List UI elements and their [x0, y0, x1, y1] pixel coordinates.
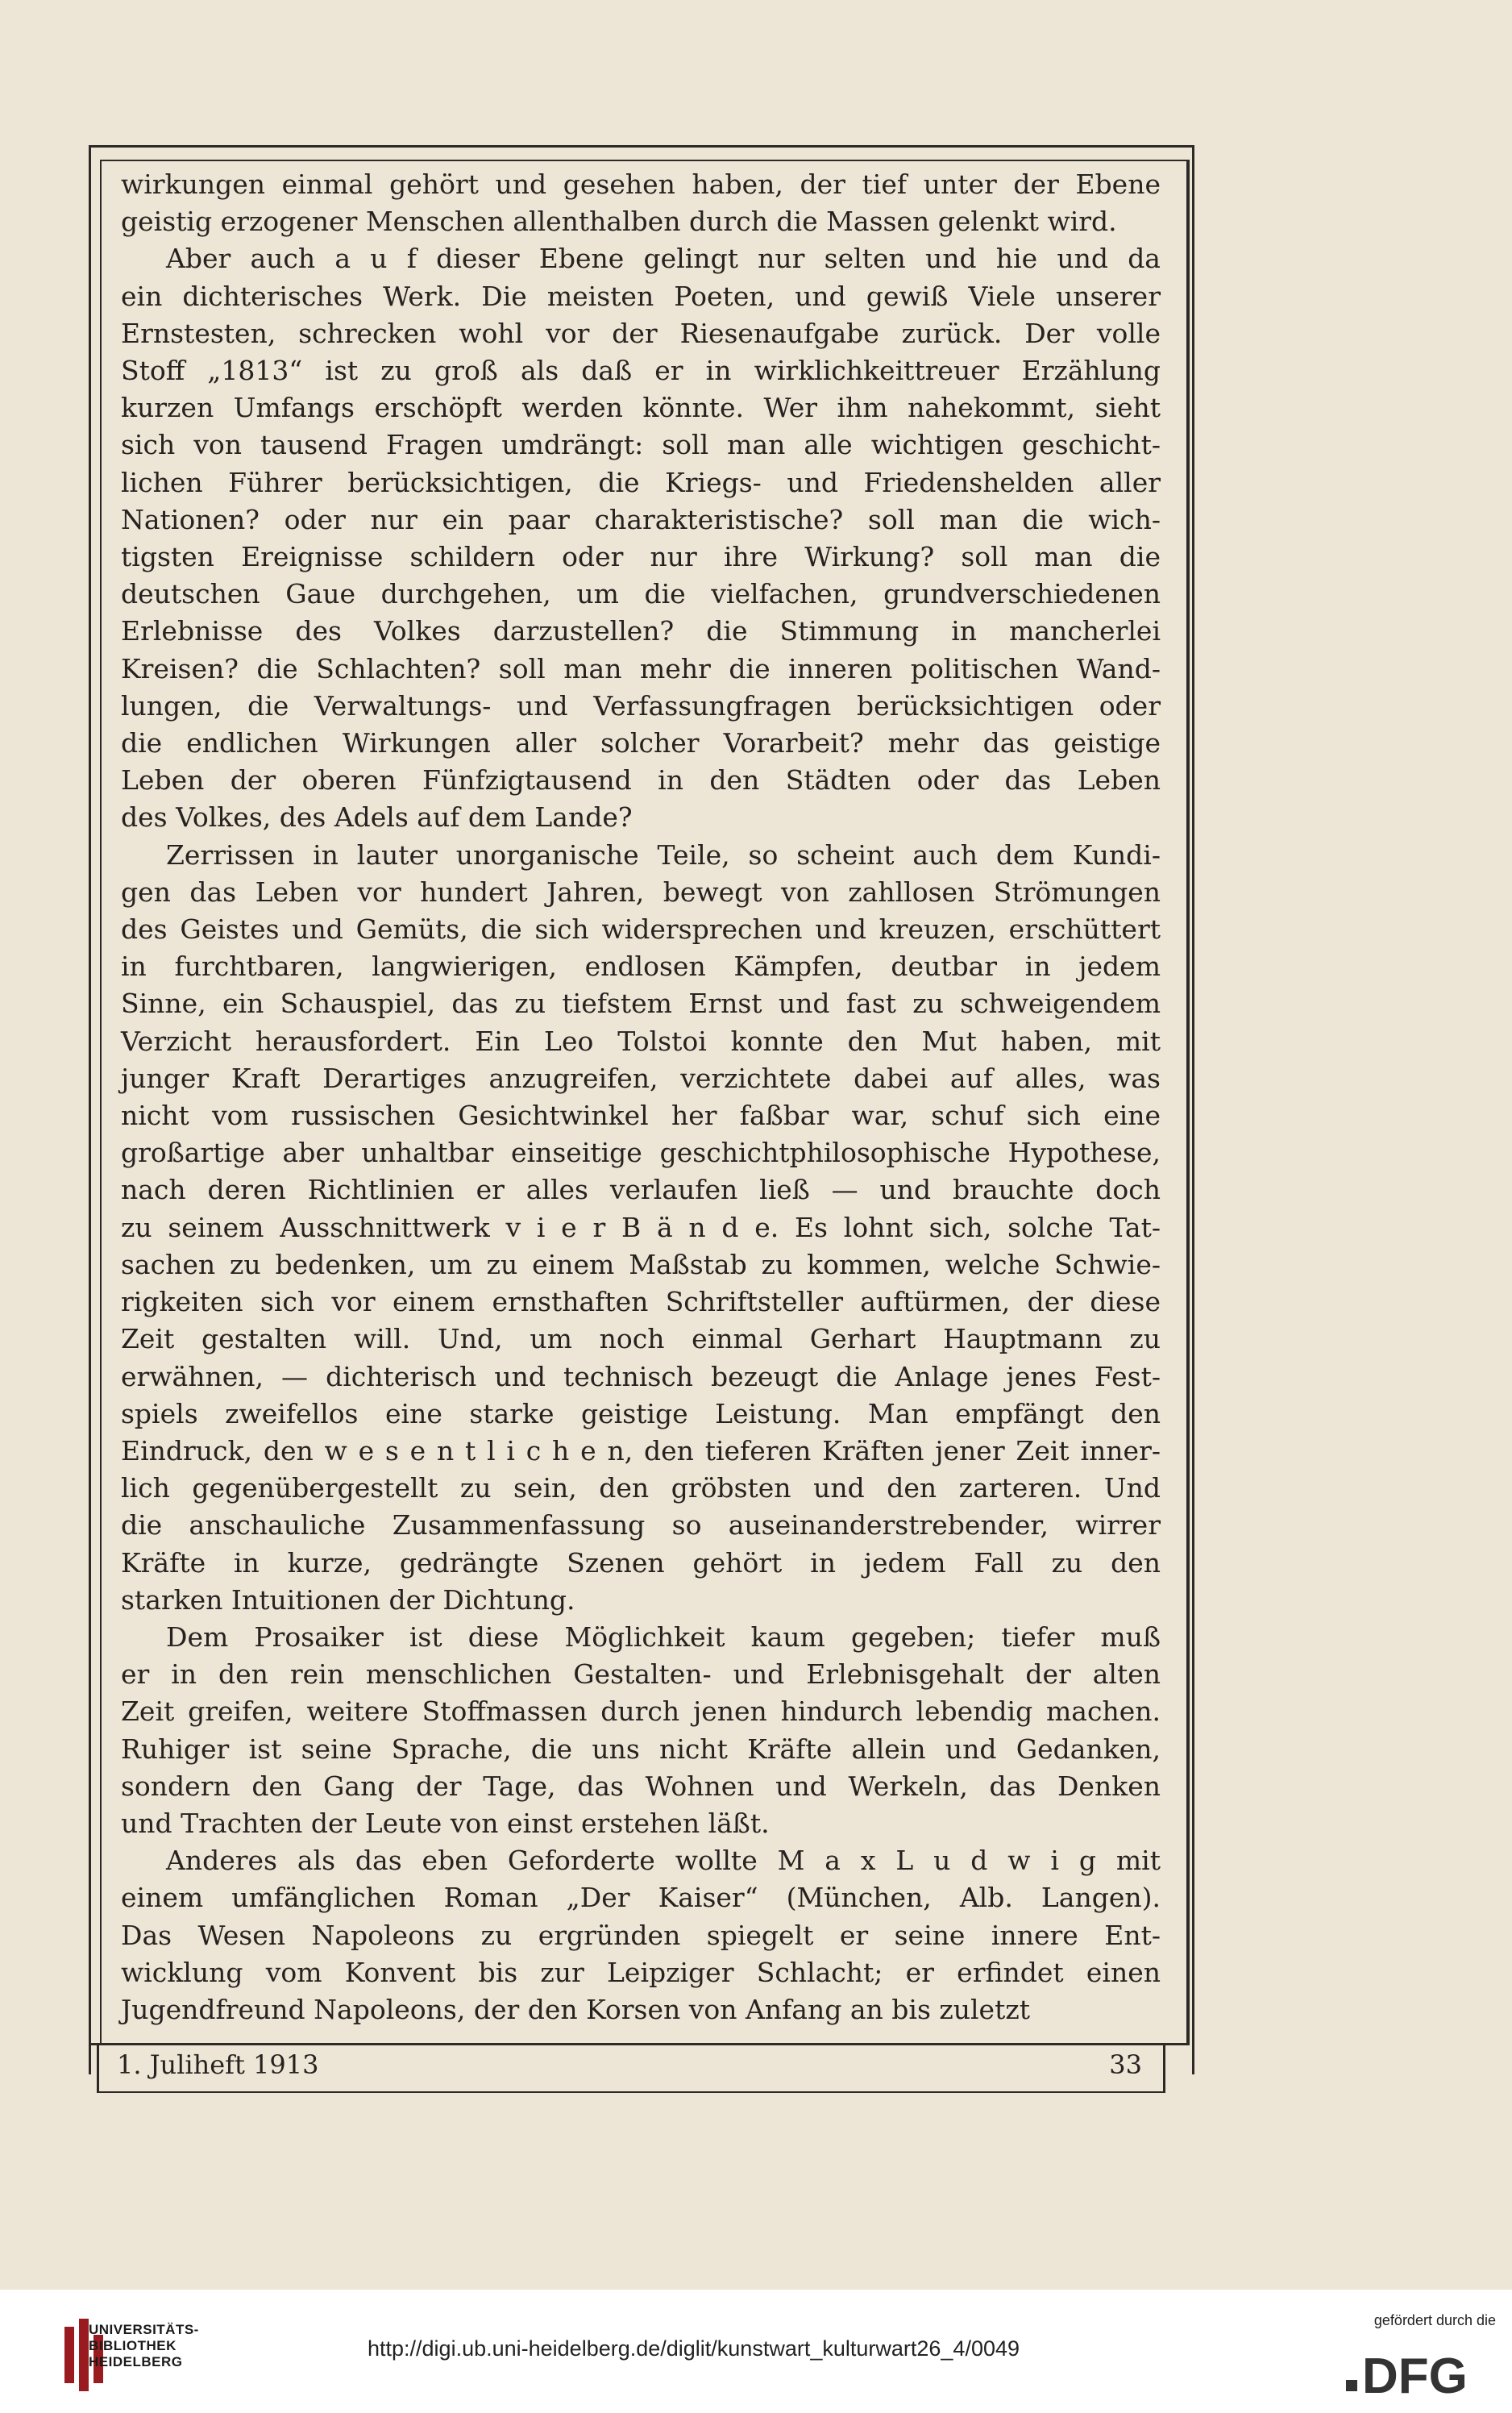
text-line: erwähnen, — dichterisch und technisch bezeugt die Anlage jenes Fest-	[121, 1360, 1161, 1392]
text-line: ein dichterisches Werk. Die meisten Poeten, und gewiß Viele unserer	[121, 280, 1161, 312]
library-name	[89, 2322, 199, 2370]
text-line: er in den rein menschlichen Gestalten- und Erlebnisgehalt der alten	[121, 1658, 1161, 1691]
paragraph	[121, 240, 1161, 836]
text-line: Das Wesen Napoleons zu ergründen spiegelt er seine innere Ent-	[121, 1919, 1161, 1951]
text-line: Ruhiger ist seine Sprache, die uns nicht Kräfte allein und Gedanken,	[121, 1733, 1161, 1765]
text-line: sachen zu bedenken, um zu einem Maßstab zu kommen, welche Schwie-	[121, 1248, 1161, 1280]
text-line: wicklung vom Konvent bis zur Leipziger Schlacht; er erfindet einen	[121, 1956, 1161, 1988]
text-line: Aber auch a u f dieser Ebene gelingt nur selten und hie und da	[166, 243, 1161, 275]
text-line: Zeit gestalten will. Und, um noch einmal Gerhart Hauptmann zu	[121, 1323, 1161, 1355]
text-line: starken Intuitionen der Dichtung.	[121, 1583, 575, 1616]
funder-caption: gefördert durch die	[1373, 2312, 1496, 2328]
text-line: Erlebnisse des Volkes darzustellen? die Stimmung in mancherlei	[121, 615, 1161, 647]
text-line: Nationen? oder nur ein paar charakteristische? soll man die wich-	[121, 503, 1161, 535]
text-line: Dem Prosaiker ist diese Möglichkeit kaum gegeben; tiefer muß	[166, 1620, 1161, 1653]
text-line: sich von tausend Fragen umdrängt: soll man alle wichtigen geschicht-	[121, 429, 1161, 461]
text-line: gen das Leben vor hundert Jahren, bewegt von zahllosen Strömungen	[121, 876, 1161, 908]
text-line: spiels zweifellos eine starke geistige Leistung. Man empfängt den	[121, 1397, 1161, 1429]
text-line: deutschen Gaue durchgehen, um die vielfachen, grundverschiedenen	[121, 578, 1161, 610]
text-line: nach deren Richtlinien er alles verlaufen ließ — und brauchte doch	[121, 1174, 1161, 1206]
paragraph	[121, 1842, 1161, 2028]
text-line: Verzicht herausfordert. Ein Leo Tolstoi konnte den Mut haben, mit	[121, 1025, 1161, 1057]
library-name-line: HEIDELBERG	[89, 2354, 183, 2369]
text-line: einem umfänglichen Roman „Der Kaiser“ (München, Alb. Langen).	[121, 1882, 1161, 1914]
text-line: Ernstesten, schrecken wohl vor der Riesenaufgabe zurück. Der volle	[121, 317, 1161, 349]
text-line: zu seinem Ausschnittwerk v i e r B ä n d e. Es lohnt sich, solche Tat-	[121, 1211, 1161, 1243]
page-footer	[97, 2043, 1165, 2093]
text-line: die anschauliche Zusammenfassung so auseinanderstrebender, wirrer	[121, 1509, 1161, 1541]
text-line: rigkeiten sich vor einem ernsthaften Schriftsteller auftürmen, der diese	[121, 1286, 1161, 1318]
issue-label: 1. Juliheft 1913	[117, 2049, 319, 2080]
text-line: Jugendfreund Napoleons, der den Korsen von Anfang an bis zuletzt	[121, 1993, 1030, 2025]
text-line: Kräfte in kurze, gedrängte Szenen gehört in jedem Fall zu den	[121, 1546, 1161, 1579]
page-number: 33	[1109, 2049, 1142, 2080]
library-name-line: BIBLIOTHEK	[89, 2338, 177, 2353]
text-line: Zerrissen in lauter unorganische Teile, so scheint auch dem Kundi-	[166, 838, 1161, 871]
funder-logo: DFG	[1362, 2349, 1468, 2399]
text-line: tigsten Ereignisse schildern oder nur ihre Wirkung? soll man die	[121, 541, 1161, 573]
text-line: Sinne, ein Schauspiel, das zu tiefstem Ernst und fast zu schweigendem	[121, 988, 1161, 1020]
paragraph	[121, 837, 1161, 1619]
paragraph	[121, 1619, 1161, 1842]
text-line: lich gegenübergestellt zu sein, den gröbsten und den zarteren. Und	[121, 1472, 1161, 1504]
text-line: in furchtbaren, langwierigen, endlosen Kämpfen, deutbar in jedem	[121, 951, 1161, 983]
text-line: lungen, die Verwaltungs- und Verfassungfragen berücksichtigen oder	[121, 689, 1161, 722]
text-line: Stoff „1813“ ist zu groß als daß er in wirklichkeittreuer Erzählung	[121, 355, 1161, 387]
text-line: wirkungen einmal gehört und gesehen haben, der tief unter der Ebene	[121, 168, 1161, 200]
text-line: nicht vom russischen Gesichtwinkel her faßbar war, schuf sich eine	[121, 1100, 1161, 1132]
text-line: kurzen Umfangs erschöpft werden könnte. Wer ihm nahekommt, sieht	[121, 392, 1161, 424]
text-line: Eindruck, den w e s e n t l i c h e n, den tieferen Kräften jener Zeit inner-	[121, 1434, 1161, 1467]
text-line: geistig erzogener Menschen allenthalben durch die Massen gelenkt wird.	[121, 206, 1117, 238]
permalink-url[interactable]: http://digi.ub.uni-heidelberg.de/diglit/kunstwart_kulturwart26_4/0049	[368, 2336, 1020, 2361]
text-line: junger Kraft Derartiges anzugreifen, verzichtete dabei auf alles, was	[121, 1062, 1161, 1094]
text-line: Kreisen? die Schlachten? soll man mehr die inneren politischen Wand-	[121, 652, 1161, 684]
library-name-line: UNIVERSITÄTS-	[89, 2322, 199, 2337]
body-text	[121, 166, 1161, 2028]
text-line: des Volkes, des Adels auf dem Lande?	[121, 801, 633, 834]
text-line: sondern den Gang der Tage, das Wohnen und Werkeln, das Denken	[121, 1770, 1161, 1802]
text-line: lichen Führer berücksichtigen, die Kriegs- und Friedenshelden aller	[121, 466, 1161, 498]
text-line: Leben der oberen Fünfzigtausend in den Städten oder das Leben	[121, 764, 1161, 797]
text-line: die endlichen Wirkungen aller solcher Vorarbeit? mehr das geistige	[121, 727, 1161, 759]
text-line: großartige aber unhaltbar einseitige geschichtphilosophische Hypothese,	[121, 1137, 1161, 1169]
dfg-logo-icon	[1346, 2335, 1499, 2399]
text-line: Zeit greifen, weitere Stoffmassen durch jenen hindurch lebendig machen.	[121, 1695, 1161, 1728]
paragraph	[121, 166, 1161, 240]
text-line: und Trachten der Leute von einst erstehen läßt.	[121, 1807, 770, 1839]
text-line: Anderes als das eben Geforderte wollte M a x L u d w i g mit	[166, 1845, 1161, 1877]
text-line: des Geistes und Gemüts, die sich widersprechen und kreuzen, erschüttert	[121, 913, 1161, 946]
